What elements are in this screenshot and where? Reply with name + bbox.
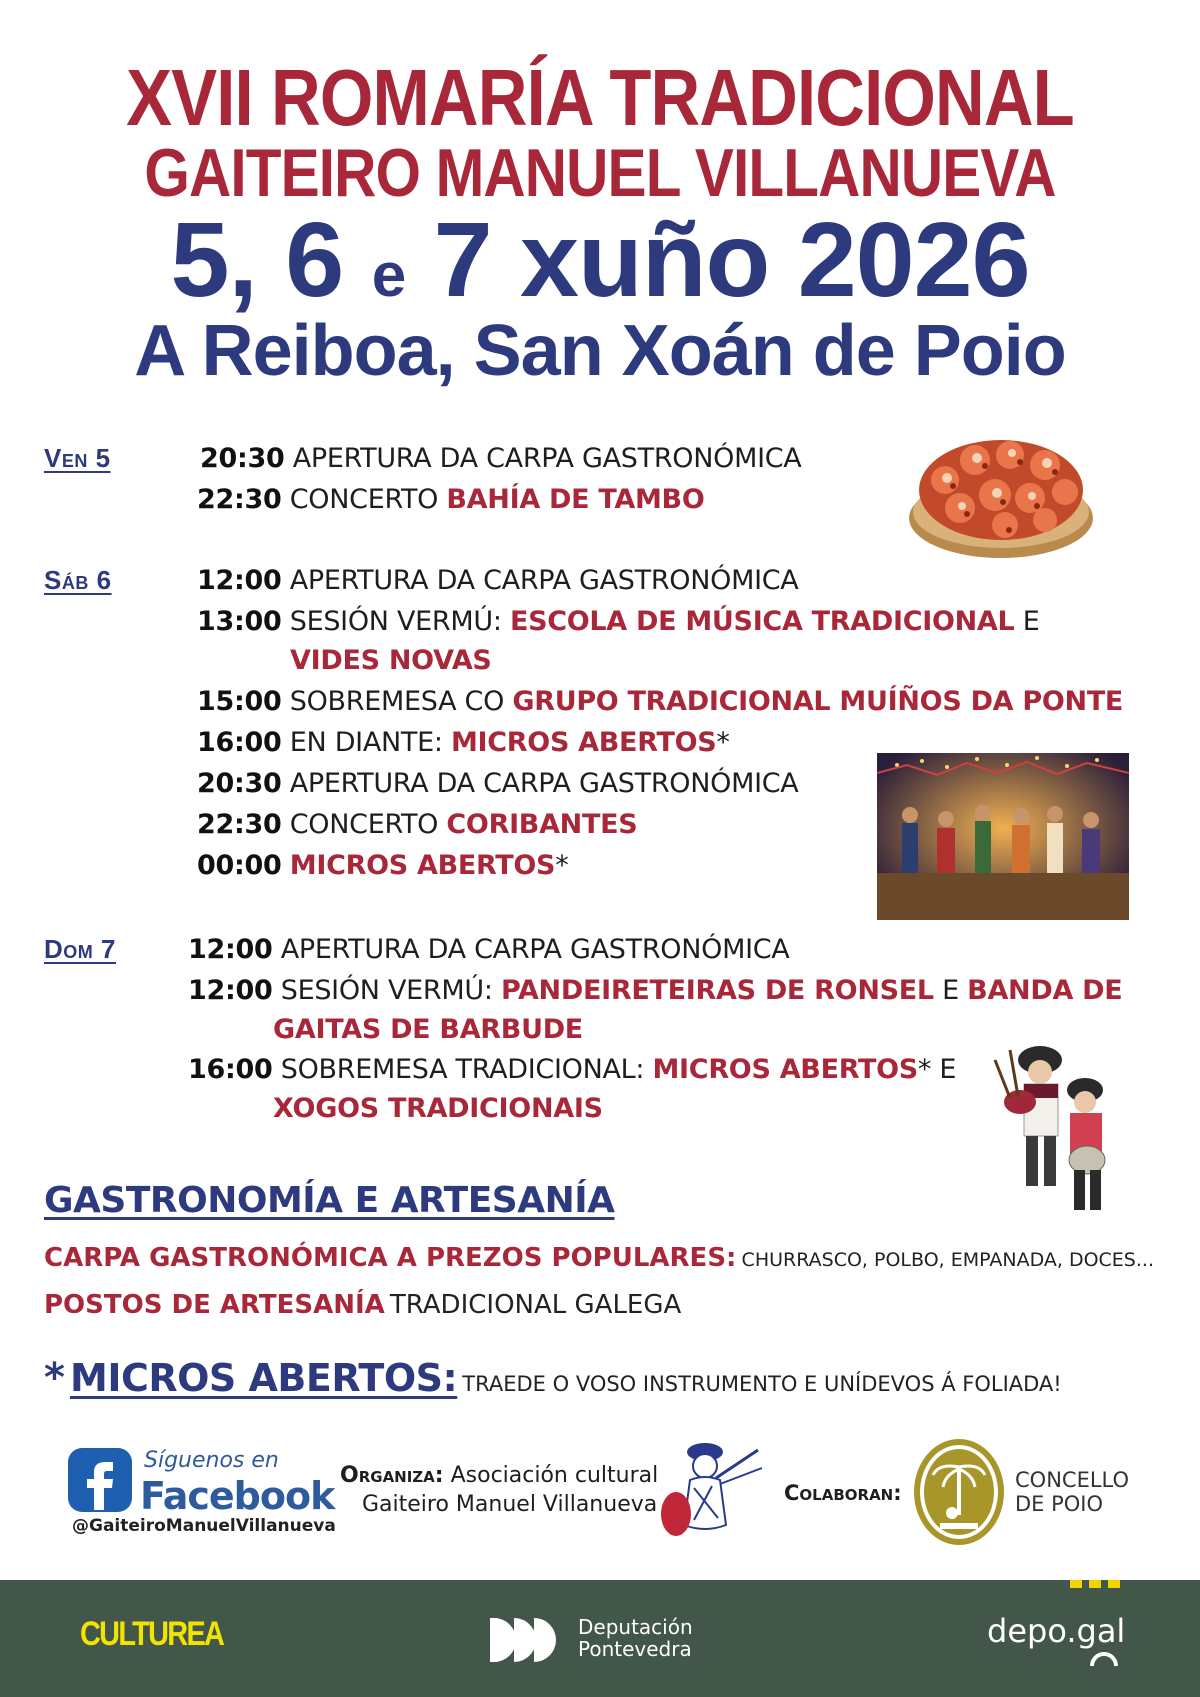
schedule-row: [188, 934, 789, 965]
concello-poio-logo: [912, 1437, 1006, 1547]
day-label-dom: Dom 7: [44, 934, 116, 964]
event-place: A Reiboa, San Xoán de Poio: [134, 311, 1066, 391]
event-asterisk: *: [716, 727, 730, 758]
facebook-handle: @GaiteiroManuelVillanueva: [72, 1516, 336, 1536]
schedule-row: [273, 1014, 583, 1045]
event-connector: E: [942, 975, 959, 1006]
event-text: SOBREMESA TRADICIONAL:: [280, 1054, 645, 1085]
carpa-text: CHURRASCO, POLBO, EMPANADA, DOCES...: [741, 1249, 1154, 1271]
footer-accent: [1070, 1580, 1120, 1588]
schedule-row: [197, 565, 798, 596]
postos-highlight: POSTOS DE ARTESANÍA: [44, 1290, 385, 1320]
carpa-line: [44, 1243, 1154, 1273]
event-text: SOBREMESA CO: [289, 686, 505, 717]
carpa-highlight: CARPA GASTRONÓMICA A PREZOS POPULARES:: [44, 1243, 737, 1273]
schedule-row: [290, 645, 492, 676]
event-time: 15:00: [197, 686, 282, 717]
event-highlight: XOGOS TRADICIONAIS: [273, 1093, 603, 1124]
concello-line-1: CONCELLO: [1015, 1468, 1130, 1492]
event-text: SESIÓN VERMÚ:: [280, 975, 493, 1006]
event-time: 12:00: [197, 565, 282, 596]
schedule-row: [188, 975, 1122, 1006]
concello-line-2: DE POIO: [1015, 1492, 1104, 1516]
schedule-row: [197, 484, 705, 515]
event-time: 20:30: [197, 768, 282, 799]
facebook-icon: [68, 1448, 132, 1512]
event-time: 22:30: [197, 484, 282, 515]
event-text: APERTURA DA CARPA GASTRONÓMICA: [280, 934, 790, 965]
event-highlight: MICROS ABERTOS: [450, 727, 717, 758]
deputacion-line-1: Deputación: [578, 1615, 693, 1639]
organiza-block: [340, 1463, 658, 1517]
event-connector: E: [1022, 606, 1040, 637]
deputacion-line-2: Pontevedra: [578, 1637, 692, 1661]
event-text: CONCERTO: [289, 809, 439, 840]
event-highlight: PANDEIRETEIRAS DE RONSEL: [500, 975, 934, 1006]
concello-name: [1015, 1468, 1129, 1516]
event-text: APERTURA DA CARPA GASTRONÓMICA: [292, 443, 802, 474]
event-highlight: GAITAS DE BARBUDE: [273, 1014, 583, 1045]
event-time: 16:00: [188, 1054, 273, 1085]
footer-bar: [0, 1580, 1200, 1697]
depo-arc-icon: [1090, 1652, 1118, 1666]
dates-part-b: 7 xuño 2026: [433, 201, 1030, 319]
event-highlight: BANDA DE: [967, 975, 1123, 1006]
organiza-label: Organiza:: [340, 1463, 444, 1488]
event-highlight: GRUPO TRADICIONAL MUÍÑOS DA PONTE: [512, 686, 1124, 717]
event-text: EN DIANTE:: [289, 727, 443, 758]
event-time: 12:00: [188, 934, 273, 965]
event-asterisk: *: [555, 850, 569, 881]
deputacion-logo-icon: [490, 1610, 566, 1670]
event-time: 12:00: [188, 975, 273, 1006]
postos-text: TRADICIONAL GALEGA: [389, 1290, 682, 1320]
colaboran-label: Colaboran:: [784, 1481, 902, 1505]
bagpipers-illustration: [990, 1020, 1125, 1220]
event-text: APERTURA DA CARPA GASTRONÓMICA: [289, 768, 799, 799]
micros-asterisk: *: [44, 1355, 65, 1401]
event-time: 22:30: [197, 809, 282, 840]
schedule-row: [197, 727, 730, 758]
event-time: 16:00: [197, 727, 282, 758]
organiza-line-2: Gaiteiro Manuel Villanueva: [362, 1492, 658, 1517]
event-text: CONCERTO: [289, 484, 439, 515]
postos-line: [44, 1290, 681, 1320]
organiza-line-1: Asociación cultural: [450, 1463, 659, 1488]
event-highlight: MICROS ABERTOS: [289, 850, 556, 881]
title-line-1: XVII ROMARÍA TRADICIONAL: [126, 53, 1074, 142]
day-label-ven: Ven 5: [44, 443, 111, 473]
dance-festival-image: [877, 753, 1129, 920]
event-text: SESIÓN VERMÚ:: [289, 606, 502, 637]
event-highlight: VIDES NOVAS: [290, 645, 492, 676]
micros-title: MICROS ABERTOS:: [70, 1356, 458, 1400]
polbo-dish-image: [905, 420, 1097, 565]
deputacion-name[interactable]: [578, 1616, 693, 1660]
culturea-logo[interactable]: CULTUREA: [80, 1615, 224, 1653]
event-text: APERTURA DA CARPA GASTRONÓMICA: [289, 565, 799, 596]
schedule-row: [188, 1054, 956, 1085]
day-label-sab: Sáb 6: [44, 565, 112, 595]
schedule-row: [197, 850, 568, 881]
dates-part-a: 5, 6: [170, 201, 344, 319]
event-dates: [0, 200, 1200, 321]
gaiteiro-logo: [650, 1440, 765, 1545]
event-time: 13:00: [197, 606, 282, 637]
gastronomia-title: GASTRONOMÍA E ARTESANÍA: [44, 1180, 615, 1221]
event-time: 20:30: [200, 443, 285, 474]
micros-note: [44, 1355, 1062, 1401]
event-connector: * E: [917, 1054, 957, 1085]
event-highlight: CORIBANTES: [446, 809, 638, 840]
schedule-row: [273, 1093, 603, 1124]
dates-conjunction: e: [371, 241, 406, 310]
event-highlight: BAHÍA DE TAMBO: [446, 484, 705, 515]
schedule-row: [200, 443, 801, 474]
schedule-row: [197, 686, 1123, 717]
facebook-brand: Facebook: [140, 1474, 335, 1518]
event-time: 00:00: [197, 850, 282, 881]
title-line-2: GAITEIRO MANUEL VILLANUEVA: [144, 135, 1056, 211]
micros-text: TRAEDE O VOSO INSTRUMENTO E UNÍDEVOS Á FOLIADA!: [462, 1372, 1062, 1396]
schedule-row: [197, 606, 1039, 637]
event-highlight: ESCOLA DE MÚSICA TRADICIONAL: [509, 606, 1015, 637]
schedule-row: [197, 768, 798, 799]
schedule-row: [197, 809, 637, 840]
facebook-follow-text: Síguenos en: [144, 1448, 279, 1473]
event-highlight: MICROS ABERTOS: [652, 1054, 918, 1085]
depo-gal-link[interactable]: depo.gal: [987, 1612, 1126, 1650]
